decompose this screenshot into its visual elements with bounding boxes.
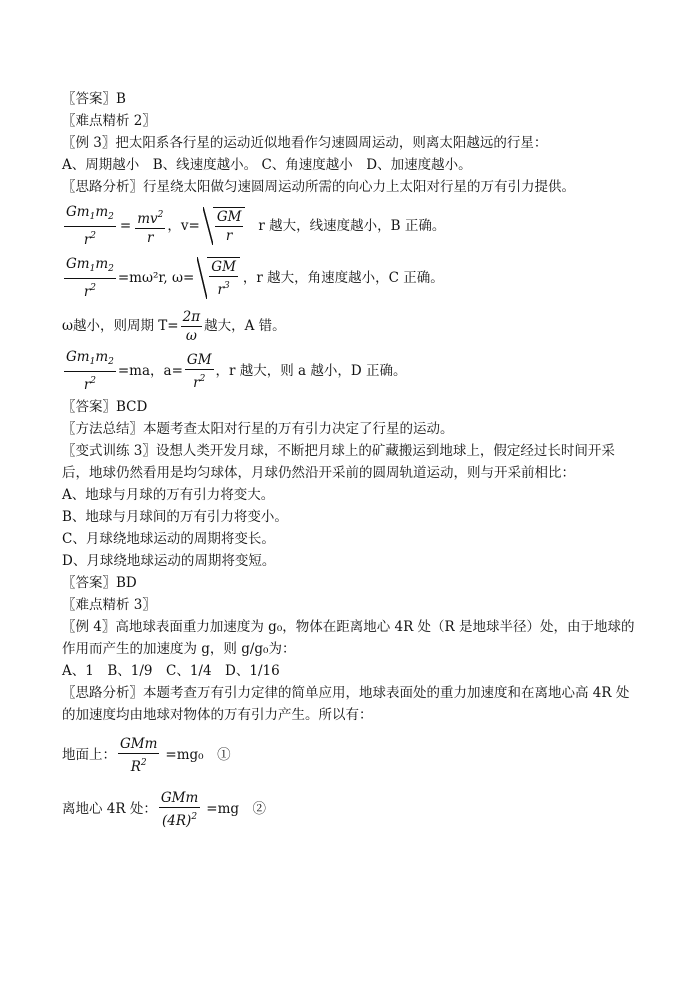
formula-surface-text: =mg₀ ① xyxy=(165,747,231,763)
answer-2: 〖答案〗B xyxy=(62,91,126,107)
example-3-analysis: 〖思路分析〗行星绕太阳做匀速圆周运动所需的向心力上太阳对行星的万有引力提供。 xyxy=(62,179,575,195)
formula-acceleration-conclusion: ，r 越大，则 a 越小，D 正确。 xyxy=(215,363,407,379)
variant-option-a: A、地球与月球的万有引力将变大。 xyxy=(62,487,275,503)
variant-training-3: 〖变式训练 3〗设想人类开发月球，不断把月球上的矿藏搬运到地球上，假定经过长时间开采后，地球仍然看用是均匀球体，月球仍然沿开采前的圆周轨道运动，则与开采前相比： xyxy=(62,443,615,481)
sqrt-gm-r3: $\frac{GM}{r^3}$ xyxy=(197,257,240,299)
formula-period: ω越小，则周期 T= $\frac{2\pi}{\omega}$ 越大，A 错。 xyxy=(62,308,286,344)
formula-surface-pre: 地面上： xyxy=(62,747,116,763)
formula-surface: 地面上： $\frac{\text{GMm}}{R^2}$ =mg₀ ① xyxy=(62,735,231,775)
answer-variant: 〖答案〗BD xyxy=(62,575,137,591)
example-3-options: A、周期越小 B、线速度越小。 C、角速度越小 D、加速度越小。 xyxy=(62,157,472,173)
fraction-gravity: $\frac{Gm_1m_2}{r^2}$ xyxy=(66,204,114,248)
formula-4r: 离地心 4R 处： $\frac{\text{GMm}}{(4R)^2}$ =mg ② xyxy=(62,789,267,829)
method-summary: 〖方法总结〗本题考查太阳对行星的万有引力决定了行星的运动。 xyxy=(62,421,454,437)
formula-velocity: $\frac{Gm_1m_2}{r^2}$ = $\frac{mv^2}{r}$ ，v= $\frac{GM}{r}$ r 越大，线速度越小，B 正确。 xyxy=(66,204,446,248)
formula-angular-conclusion: ，r 越大，角速度越小，C 正确。 xyxy=(242,270,444,286)
variant-option-b: B、地球与月球间的万有引力将变小。 xyxy=(62,509,288,525)
formula-angular-velocity: $\frac{Gm_1m_2}{r^2}$ =mω²r, ω= $\frac{GM}{r^3}$ ，r 越大，角速度越小，C 正确。 xyxy=(66,256,444,300)
formula-4r-text: =mg ② xyxy=(206,801,267,817)
section-heading-3: 〖难点精析 3〗 xyxy=(62,597,156,613)
formula-velocity-conclusion: r 越大，线速度越小，B 正确。 xyxy=(258,218,446,234)
sqrt-gm-r: $\frac{GM}{r}$ xyxy=(203,207,246,245)
formula-period-pre: ω越小，则周期 T= xyxy=(62,318,179,334)
formula-angular-mid: =mω²r, ω= xyxy=(117,270,195,286)
formula-acceleration: $\frac{Gm_1m_2}{r^2}$ =ma，a= $\frac{GM}{r^2}$ ，r 越大，则 a 越小，D 正确。 xyxy=(66,349,407,393)
variant-option-d: D、月球绕地球运动的周期将变短。 xyxy=(62,553,276,569)
variant-option-c: C、月球绕地球运动的周期将变长。 xyxy=(62,531,275,547)
example-3-question: 〖例 3〗把太阳系各行星的运动近似地看作匀速圆周运动，则离太阳越远的行星： xyxy=(62,135,548,151)
formula-period-conclusion: 越大，A 错。 xyxy=(204,318,286,334)
example-4-analysis: 〖思路分析〗本题考查万有引力定律的简单应用，地球表面处的重力加速度和在离地心高 4R 处的加速度均由地球对物体的万有引力产生。所以有： xyxy=(62,685,630,723)
section-heading-2: 〖难点精析 2〗 xyxy=(62,113,156,129)
example-4-question: 〖例 4〗高地球表面重力加速度为 g₀，物体在距离地心 4R 处（R 是地球半径）处，由于地球的作用而产生的加速度为 g，则 g/g₀为： xyxy=(62,619,635,657)
answer-3: 〖答案〗BCD xyxy=(62,399,148,415)
formula-acceleration-mid: =ma，a= xyxy=(117,363,183,379)
formula-4r-pre: 离地心 4R 处： xyxy=(62,801,157,817)
example-4-options: A、1 B、1/9 C、1/4 D、1/16 xyxy=(62,663,280,679)
document-page xyxy=(62,88,640,838)
fraction-centripetal: $\frac{mv^2}{r}$ xyxy=(135,206,165,247)
